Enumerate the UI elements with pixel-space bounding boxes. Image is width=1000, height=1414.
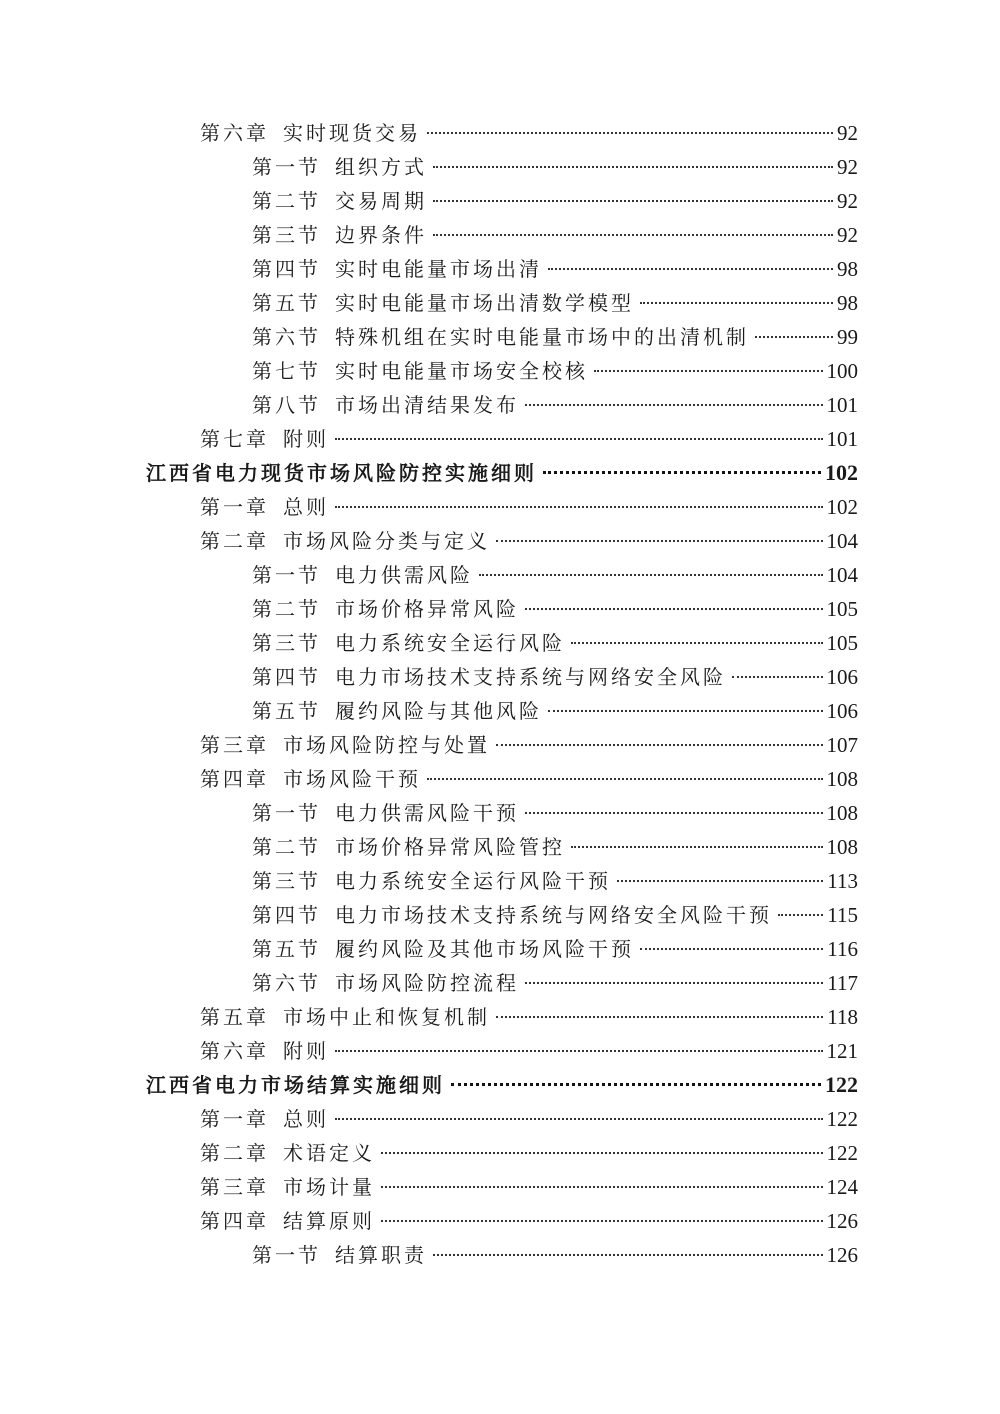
toc-entry-number: 第三章 (200, 733, 269, 757)
toc-entry-number: 第三节 (252, 631, 321, 655)
toc-entry-label (200, 1204, 375, 1238)
dot-leader (335, 506, 823, 508)
toc-page-number: 99 (837, 325, 858, 349)
dot-leader (427, 132, 833, 134)
toc-page-number: 108 (826, 801, 858, 825)
toc-entry-title: 市场风险防控流程 (335, 971, 519, 995)
toc-page-number: 107 (826, 733, 858, 757)
toc-entry-label (146, 1068, 445, 1102)
toc-entry-number: 第五节 (252, 699, 321, 723)
toc-entry-label (252, 252, 542, 286)
toc-chapter-entry[interactable] (0, 1102, 1000, 1136)
toc-entry-label (252, 320, 749, 354)
toc-chapter-entry[interactable] (0, 1034, 1000, 1068)
toc-entry-label (200, 1102, 329, 1136)
toc-entry-number: 第一章 (200, 495, 269, 519)
dot-leader (778, 914, 823, 916)
toc-page-number: 101 (826, 427, 858, 451)
toc-entry-number: 第四节 (252, 665, 321, 689)
toc-entry-title: 市场风险分类与定义 (283, 529, 490, 553)
dot-leader (548, 268, 833, 270)
dot-leader (571, 642, 823, 644)
toc-page-number: 98 (837, 291, 858, 315)
toc-page-number: 104 (826, 529, 858, 553)
toc-part-heading[interactable] (0, 456, 1000, 490)
toc-section-entry[interactable] (0, 932, 1000, 966)
toc-section-entry[interactable] (0, 150, 1000, 184)
toc-entry-label (200, 1136, 375, 1170)
toc-entry-label (252, 966, 519, 1000)
dot-leader (732, 676, 823, 678)
toc-page-number: 100 (826, 359, 858, 383)
toc-entry-number: 第一节 (252, 801, 321, 825)
toc-chapter-entry[interactable] (0, 490, 1000, 524)
toc-section-entry[interactable] (0, 558, 1000, 592)
toc-page-number: 92 (837, 155, 858, 179)
dot-leader (381, 1186, 823, 1188)
toc-entry-label (252, 354, 588, 388)
toc-page-number: 126 (826, 1209, 858, 1233)
toc-entry-label (252, 830, 565, 864)
toc-entry-title: 电力系统安全运行风险干预 (335, 869, 611, 893)
toc-section-entry[interactable] (0, 1238, 1000, 1272)
dot-leader (335, 1118, 823, 1120)
toc-section-entry[interactable] (0, 830, 1000, 864)
toc-entry-number: 第四节 (252, 257, 321, 281)
toc-page-number: 121 (826, 1039, 858, 1063)
toc-entry-title: 术语定义 (283, 1141, 375, 1165)
toc-entry-title: 结算职责 (335, 1243, 427, 1267)
toc-page-number: 92 (837, 121, 858, 145)
toc-entry-number: 第二章 (200, 529, 269, 553)
toc-entry-title: 组织方式 (335, 155, 427, 179)
toc-entry-title: 电力市场技术支持系统与网络安全风险 (335, 665, 726, 689)
toc-entry-label (252, 796, 519, 830)
toc-entry-label (252, 150, 427, 184)
toc-entry-title: 市场价格异常风险管控 (335, 835, 565, 859)
dot-leader (381, 1152, 823, 1154)
dot-leader (381, 1220, 823, 1222)
toc-page-number: 122 (825, 1072, 858, 1097)
toc-entry-label (146, 456, 537, 490)
toc-section-entry[interactable] (0, 626, 1000, 660)
dot-leader (433, 200, 833, 202)
toc-page-number: 122 (826, 1141, 858, 1165)
toc-entry-number: 第一章 (200, 1107, 269, 1131)
toc-page-number: 92 (837, 189, 858, 213)
dot-leader (335, 1050, 823, 1052)
toc-entry-label (252, 694, 542, 728)
toc-entry-label (200, 728, 490, 762)
toc-entry-number: 第四节 (252, 903, 321, 927)
toc-page-number: 118 (827, 1005, 858, 1029)
toc-entry-label (200, 1170, 375, 1204)
toc-page-number: 124 (826, 1175, 858, 1199)
toc-entry-label (252, 626, 565, 660)
toc-entry-title: 市场出清结果发布 (335, 393, 519, 417)
toc-entry-title: 江西省电力现货市场风险防控实施细则 (146, 461, 537, 485)
toc-entry-label (252, 592, 519, 626)
toc-page-number: 106 (826, 665, 858, 689)
toc-entry-number: 第三节 (252, 869, 321, 893)
toc-chapter-entry[interactable] (0, 422, 1000, 456)
toc-entry-number: 第二节 (252, 835, 321, 859)
toc-page-number: 98 (837, 257, 858, 281)
toc-entry-title: 附则 (283, 1039, 329, 1063)
toc-section-entry[interactable] (0, 252, 1000, 286)
toc-section-entry[interactable] (0, 864, 1000, 898)
dot-leader (496, 744, 823, 746)
toc-entry-title: 电力供需风险干预 (335, 801, 519, 825)
toc-entry-label (252, 660, 726, 694)
toc-entry-title: 附则 (283, 427, 329, 451)
toc-entry-label (200, 422, 329, 456)
toc-page-number: 102 (825, 460, 858, 485)
toc-entry-number: 第一节 (252, 1243, 321, 1267)
toc-section-entry[interactable] (0, 592, 1000, 626)
toc-page-number: 115 (827, 903, 858, 927)
toc-entry-label (252, 388, 519, 422)
toc-section-entry[interactable] (0, 966, 1000, 1000)
table-of-contents (0, 116, 1000, 1272)
dot-leader (640, 948, 823, 950)
toc-entry-number: 第四章 (200, 767, 269, 791)
toc-entry-number: 第三章 (200, 1175, 269, 1199)
toc-section-entry[interactable] (0, 898, 1000, 932)
toc-entry-title: 实时电能量市场出清 (335, 257, 542, 281)
toc-entry-title: 实时现货交易 (283, 121, 421, 145)
toc-entry-label (252, 898, 772, 932)
toc-page-number: 108 (826, 767, 858, 791)
toc-entry-label (200, 490, 329, 524)
toc-entry-title: 实时电能量市场安全校核 (335, 359, 588, 383)
toc-entry-number: 第六节 (252, 971, 321, 995)
dot-leader (496, 1016, 823, 1018)
toc-page-number: 108 (826, 835, 858, 859)
toc-chapter-entry[interactable] (0, 728, 1000, 762)
toc-chapter-entry[interactable] (0, 524, 1000, 558)
toc-section-entry[interactable] (0, 286, 1000, 320)
toc-entry-title: 市场风险防控与处置 (283, 733, 490, 757)
toc-entry-title: 履约风险与其他风险 (335, 699, 542, 723)
toc-entry-label (252, 558, 473, 592)
toc-entry-label (252, 1238, 427, 1272)
dot-leader (427, 778, 823, 780)
toc-page-number: 101 (826, 393, 858, 417)
toc-chapter-entry[interactable] (0, 1136, 1000, 1170)
dot-leader (571, 846, 823, 848)
toc-entry-number: 第二节 (252, 597, 321, 621)
toc-entry-title: 市场价格异常风险 (335, 597, 519, 621)
toc-entry-number: 第六节 (252, 325, 321, 349)
toc-chapter-entry[interactable] (0, 762, 1000, 796)
dot-leader (617, 880, 823, 882)
toc-entry-number: 第六章 (200, 1039, 269, 1063)
toc-entry-label (252, 864, 611, 898)
dot-leader (433, 1254, 823, 1256)
toc-entry-title: 市场中止和恢复机制 (283, 1005, 490, 1029)
toc-chapter-entry[interactable] (0, 1204, 1000, 1238)
toc-section-entry[interactable] (0, 796, 1000, 830)
toc-entry-label (252, 218, 427, 252)
toc-section-entry[interactable] (0, 388, 1000, 422)
toc-entry-number: 第八节 (252, 393, 321, 417)
toc-entry-label (200, 524, 490, 558)
toc-entry-number: 第五节 (252, 937, 321, 961)
toc-entry-number: 第七节 (252, 359, 321, 383)
toc-entry-title: 交易周期 (335, 189, 427, 213)
dot-leader (525, 608, 823, 610)
toc-entry-title: 市场计量 (283, 1175, 375, 1199)
dot-leader (525, 812, 823, 814)
dot-leader (451, 1083, 821, 1086)
dot-leader (640, 302, 833, 304)
toc-page-number: 126 (826, 1243, 858, 1267)
toc-entry-number: 第四章 (200, 1209, 269, 1233)
toc-part-heading[interactable] (0, 1068, 1000, 1102)
dot-leader (755, 336, 833, 338)
toc-page-number: 105 (826, 631, 858, 655)
toc-page-number: 117 (827, 971, 858, 995)
toc-entry-label (200, 1000, 490, 1034)
dot-leader (548, 710, 823, 712)
toc-entry-number: 第二章 (200, 1141, 269, 1165)
toc-section-entry[interactable] (0, 660, 1000, 694)
toc-entry-title: 电力系统安全运行风险 (335, 631, 565, 655)
toc-page-number: 102 (826, 495, 858, 519)
toc-entry-number: 第六章 (200, 121, 269, 145)
toc-entry-label (252, 184, 427, 218)
dot-leader (525, 982, 823, 984)
dot-leader (594, 370, 823, 372)
toc-entry-number: 第五章 (200, 1005, 269, 1029)
dot-leader (543, 471, 821, 474)
toc-entry-title: 特殊机组在实时电能量市场中的出清机制 (335, 325, 749, 349)
dot-leader (496, 540, 823, 542)
toc-chapter-entry[interactable] (0, 1170, 1000, 1204)
toc-entry-title: 总则 (283, 1107, 329, 1131)
toc-entry-number: 第二节 (252, 189, 321, 213)
toc-entry-number: 第三节 (252, 223, 321, 247)
toc-section-entry[interactable] (0, 354, 1000, 388)
toc-entry-label (200, 762, 421, 796)
toc-entry-label (252, 932, 634, 966)
toc-page-number: 116 (827, 937, 858, 961)
toc-page-number: 106 (826, 699, 858, 723)
toc-entry-number: 第七章 (200, 427, 269, 451)
toc-entry-label (200, 1034, 329, 1068)
toc-entry-label (252, 286, 634, 320)
toc-entry-title: 电力市场技术支持系统与网络安全风险干预 (335, 903, 772, 927)
dot-leader (525, 404, 823, 406)
toc-section-entry[interactable] (0, 320, 1000, 354)
toc-page-number: 105 (826, 597, 858, 621)
toc-section-entry[interactable] (0, 184, 1000, 218)
toc-page-number: 92 (837, 223, 858, 247)
dot-leader (479, 574, 823, 576)
toc-chapter-entry[interactable] (0, 116, 1000, 150)
toc-entry-title: 市场风险干预 (283, 767, 421, 791)
toc-section-entry[interactable] (0, 218, 1000, 252)
toc-entry-title: 总则 (283, 495, 329, 519)
toc-page-number: 104 (826, 563, 858, 587)
toc-entry-title: 边界条件 (335, 223, 427, 247)
toc-section-entry[interactable] (0, 694, 1000, 728)
toc-entry-title: 履约风险及其他市场风险干预 (335, 937, 634, 961)
toc-page-number: 113 (827, 869, 858, 893)
dot-leader (433, 166, 833, 168)
toc-entry-number: 第一节 (252, 155, 321, 179)
toc-entry-number: 第五节 (252, 291, 321, 315)
toc-entry-title: 电力供需风险 (335, 563, 473, 587)
toc-entry-title: 结算原则 (283, 1209, 375, 1233)
toc-entry-label (200, 116, 421, 150)
toc-entry-title: 江西省电力市场结算实施细则 (146, 1073, 445, 1097)
toc-chapter-entry[interactable] (0, 1000, 1000, 1034)
dot-leader (335, 438, 823, 440)
toc-entry-title: 实时电能量市场出清数学模型 (335, 291, 634, 315)
toc-entry-number: 第一节 (252, 563, 321, 587)
toc-page-number: 122 (826, 1107, 858, 1131)
dot-leader (433, 234, 833, 236)
